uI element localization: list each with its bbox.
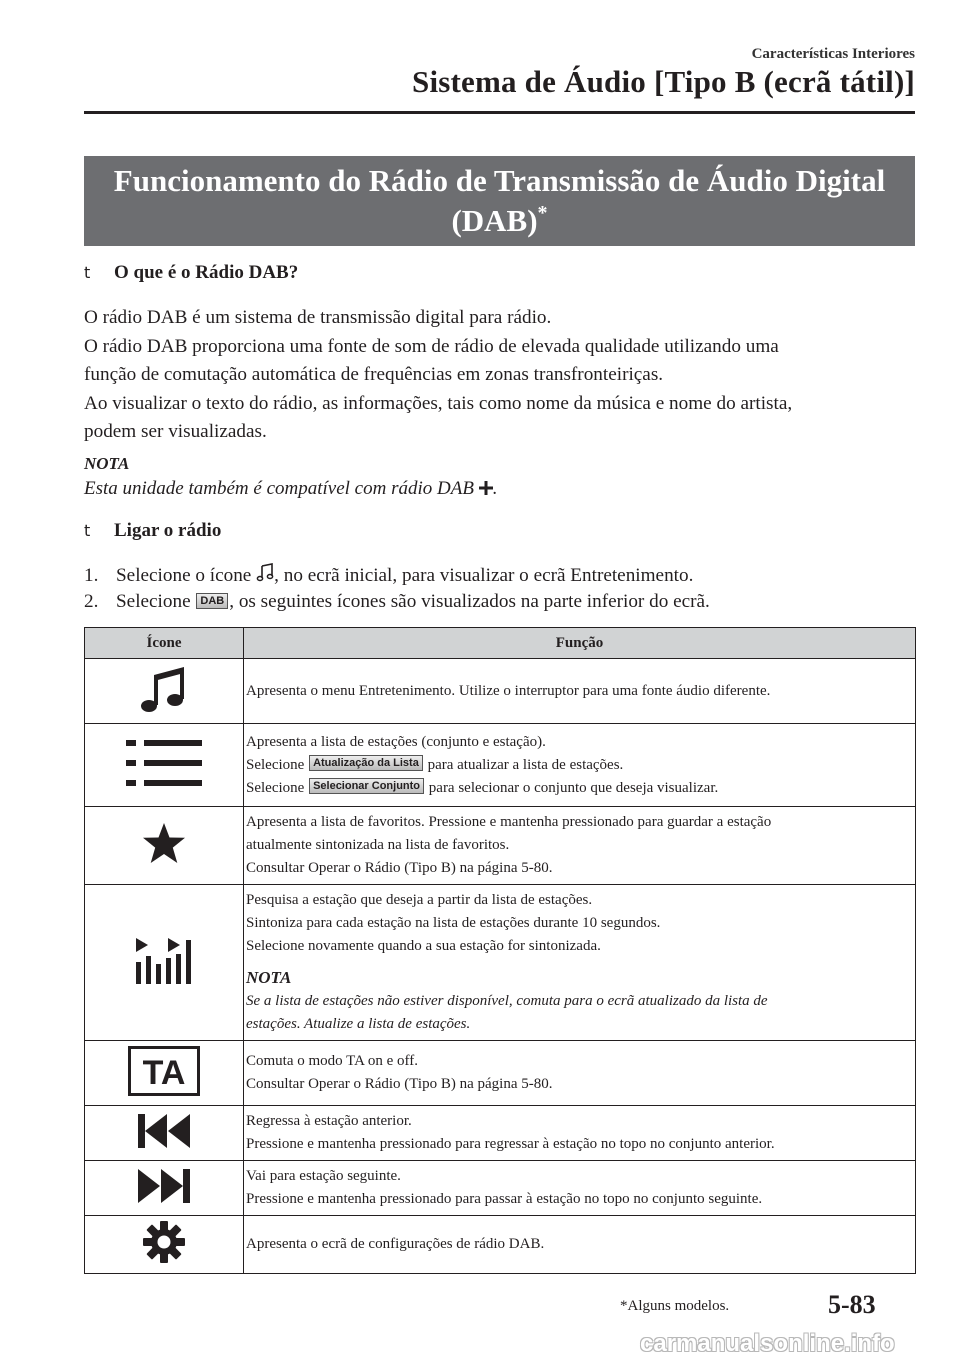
select-ensemble-button[interactable]: Selecionar Conjunto <box>309 778 424 794</box>
step-1: 1. Selecione o ícone , no ecrã inicial, para visualizar o ecrã Entretenimento. <box>84 565 694 586</box>
section-banner <box>84 156 915 246</box>
update-list-button[interactable]: Atualização da Lista <box>309 755 423 771</box>
bullet-icon: t <box>84 263 91 282</box>
function-cell: Comuta o modo TA on e off. Consultar Operar o Rádio (Tipo B) na página 5-80. <box>244 1041 916 1106</box>
function-cell: Apresenta o menu Entretenimento. Utilize o interruptor para uma fonte áudio diferente. <box>244 659 916 724</box>
column-header-function: Função <box>244 628 916 659</box>
music-note-icon <box>136 661 192 717</box>
icon-cell <box>85 885 244 1041</box>
paragraph-line: função de comutação automática de frequências em zonas transfronteiriças. <box>84 364 664 385</box>
banner-title-line1: Funcionamento do Rádio de Transmissão de Áudio Digital <box>113 163 886 198</box>
icon-cell <box>85 724 244 807</box>
skip-back-icon <box>136 1112 192 1150</box>
icon-cell <box>85 1041 244 1106</box>
function-cell: Regressa à estação anterior. Pressione e mantenha pressionado para regressar à estação no topo no conjunto anterior. <box>244 1106 916 1161</box>
paragraph-line: Ao visualizar o texto do rádio, as informações, tais como nome da música e nome do artista, <box>84 392 793 414</box>
ta-icon <box>128 1046 200 1096</box>
icon-cell <box>85 807 244 885</box>
paragraph-line: podem ser visualizadas. <box>84 421 267 442</box>
skip-forward-icon <box>136 1167 192 1205</box>
table-row <box>85 807 916 885</box>
function-cell: Pesquisa a estação que deseja a partir da lista de estações. Sintoniza para cada estação na lista de estações durante 10 segundos. Selecione novamente quando a sua estação for sintonizada. NOTA Se a lista de estações não estiver disponível, comuta para o ecrã atualizado da lista de estações. Atualize a lista de estações. <box>244 885 916 1041</box>
paragraph-line: O rádio DAB proporciona uma fonte de som de rádio de elevada qualidade utilizando uma <box>84 335 779 357</box>
icon-cell <box>85 659 244 724</box>
page-section-title: Sistema de Áudio [Tipo B (ecrã tátil)] <box>412 64 915 99</box>
footnote: *Alguns modelos. <box>620 1298 730 1314</box>
paragraph-line: O rádio DAB é um sistema de transmissão digital para rádio. <box>84 307 552 328</box>
scan-icon <box>132 934 196 986</box>
table-row <box>85 1216 916 1274</box>
subsection-heading-turn-on-radio <box>84 520 221 542</box>
header-rule <box>84 111 915 114</box>
icon-cell <box>85 1106 244 1161</box>
table-header-row <box>85 628 916 659</box>
table-row <box>85 1041 916 1106</box>
function-cell: Vai para estação seguinte. Pressione e mantenha pressionado para passar à estação no topo no conjunto seguinte. <box>244 1161 916 1216</box>
dab-plus-icon <box>479 481 493 495</box>
list-icon <box>124 738 204 788</box>
intro-paragraph <box>84 304 924 447</box>
column-header-icon: Ícone <box>85 628 244 659</box>
table-row <box>85 659 916 724</box>
note-heading: NOTA <box>246 968 292 987</box>
dab-button[interactable]: DAB <box>196 593 228 609</box>
star-icon <box>142 822 186 864</box>
table-row <box>85 1161 916 1216</box>
table-row <box>85 724 916 807</box>
subsection-heading-what-is-dab <box>84 262 298 284</box>
icon-cell <box>85 1216 244 1274</box>
function-cell: Apresenta a lista de estações (conjunto e estação). Selecione Atualização da Lista para atualizar a lista de estações. Selecione Selecionar Conjunto para selecionar o conjunto que deseja visualizar. <box>244 724 916 807</box>
asterisk-mark: * <box>537 202 548 224</box>
table-row <box>85 885 916 1041</box>
ta-icon-label: TA <box>142 1053 186 1092</box>
note-heading: NOTA <box>84 454 130 473</box>
gear-icon <box>142 1220 186 1264</box>
page-number: 5-83 <box>828 1290 876 1319</box>
step-2: 2. Selecione DAB , os seguintes ícones são visualizados na parte inferior do ecrã. <box>84 591 710 612</box>
function-cell: Apresenta o ecrã de configurações de rádio DAB. <box>244 1216 916 1274</box>
subsection-title: Ligar o rádio <box>114 520 222 541</box>
watermark: carmanualsonline.info <box>640 1330 895 1357</box>
icon-cell <box>85 1161 244 1216</box>
music-note-icon <box>256 563 274 583</box>
note-text: Esta unidade também é compatível com rádio DAB . <box>84 478 498 499</box>
chapter-label: Características Interiores <box>751 46 915 62</box>
icon-function-table <box>84 627 916 1274</box>
function-cell: Apresenta a lista de favoritos. Pressione e mantenha pressionado para guardar a estação atualmente sintonizada na lista de favoritos. Consultar Operar o Rádio (Tipo B) na página 5-80. <box>244 807 916 885</box>
bullet-icon: t <box>84 521 91 540</box>
subsection-title: O que é o Rádio DAB? <box>114 262 299 283</box>
banner-title-line2: (DAB)* <box>451 202 548 238</box>
table-row <box>85 1106 916 1161</box>
